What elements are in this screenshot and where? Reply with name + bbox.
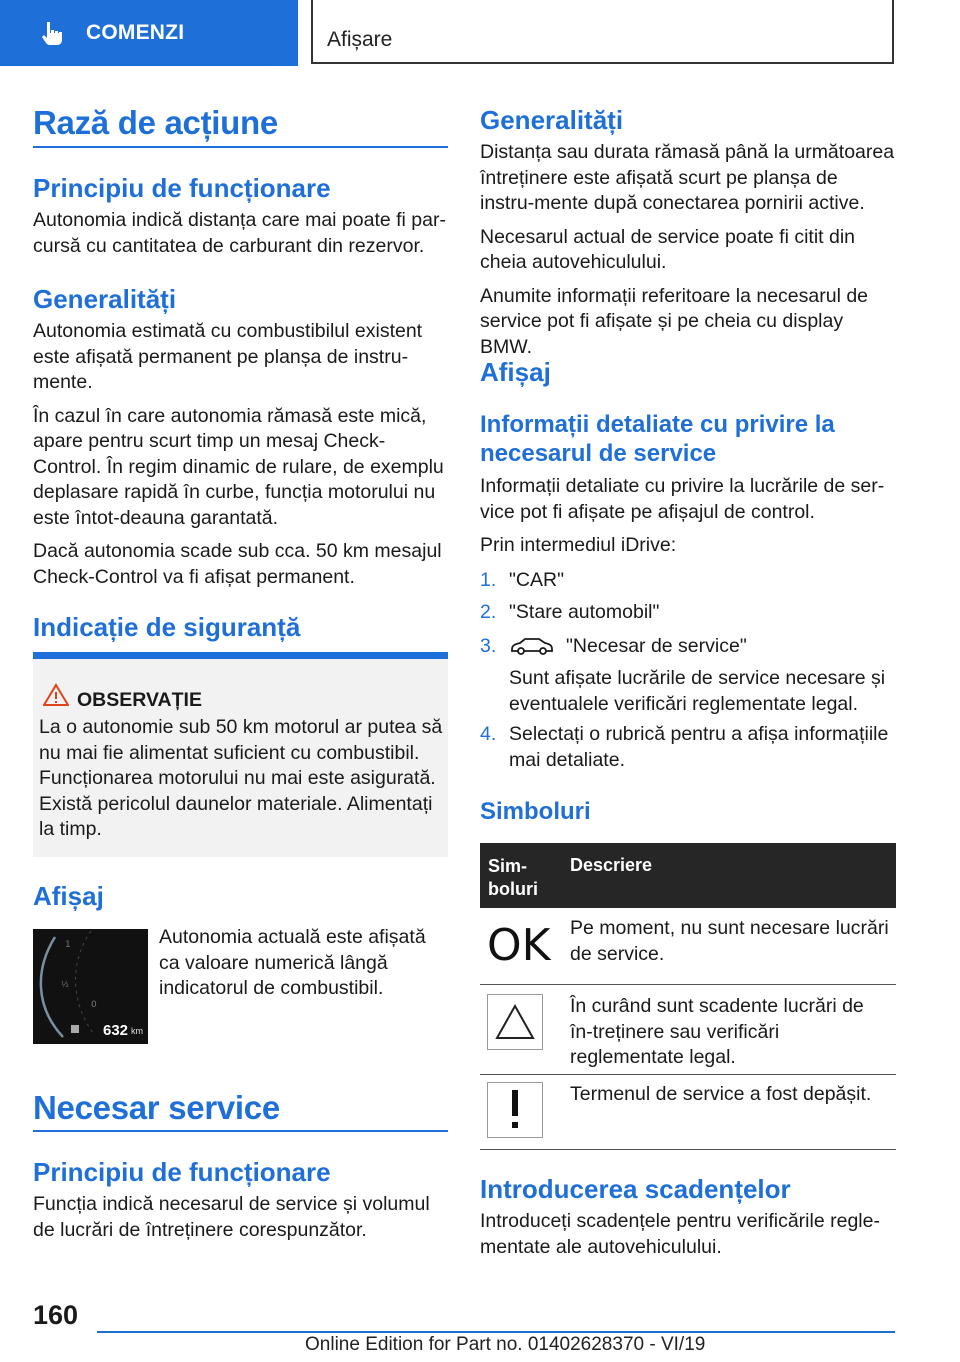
note-text: La o autonomie sub 50 km motorul ar putea să nu mai fie alimentat suficient cu combustibil. Funcționarea motorului nu mai este asigurată. Există pericolul daunelor materiale. Alimentați la timp. (39, 716, 443, 840)
ok-icon: OK (487, 920, 551, 971)
exclamation-icon (487, 1082, 543, 1138)
display-title: Afișaj (33, 881, 104, 911)
section-tab-label: Afișare (327, 28, 393, 51)
table-row (480, 908, 896, 985)
range-rule (33, 146, 448, 148)
cluster-range-unit: km (131, 1026, 143, 1036)
chapter-tab[interactable] (0, 0, 298, 66)
right-general-paragraph: Anumite informații referitoare la necesarul de service pot fi afișate și pe cheia cu display BMW. (480, 284, 869, 358)
safety-title: Indicație de siguranță (33, 612, 301, 642)
general-paragraph: Dacă autonomia scade sub cca. 50 km mesajul Check-Control va fi afișat permanent. (33, 540, 442, 588)
list-number: 2. (480, 601, 497, 623)
general-title: Generalități (33, 284, 177, 314)
svg-text:1: 1 (65, 940, 71, 950)
idrive-text: Prin intermediul iDrive: (480, 534, 677, 556)
table-cell-description: Termenul de service a fost depășit. (570, 1083, 872, 1105)
symbols-table-header (480, 843, 896, 908)
principle-text: Autonomia indică distanța care mai poate fi par-cursă cu cantitatea de carburant din rezervor. (33, 209, 446, 257)
service-title: Necesar service (33, 1089, 280, 1126)
note-title: OBSERVAȚIE (77, 689, 202, 711)
svg-text:0: 0 (91, 1000, 97, 1010)
list-number: 1. (480, 569, 497, 591)
principle-title: Principiu de funcționare (33, 173, 331, 203)
cluster-range-value: 632 (103, 1022, 129, 1039)
table-cell-description: În curând sunt scadente lucrări de în-treținere sau verificări reglementate legal. (570, 995, 864, 1068)
table-row (480, 984, 896, 1075)
range-heading (33, 103, 448, 143)
table-cell-description: Pe moment, nu sunt necesare lucrări de service. (570, 917, 889, 965)
list-number: 3. (480, 635, 497, 657)
display-text: Autonomia actuală este afișată ca valoare numerică lângă indicatorul de combustibil. (159, 926, 426, 999)
edition-text: Online Edition for Part no. 01402628370 - VI/19 (305, 1334, 706, 1355)
right-general-paragraph: Distanța sau durata rămasă până la următoarea întreținere este afișată scurt pe planșa de instru-mente după conectarea pornirii active. (480, 141, 895, 214)
right-general-title: Generalități (480, 105, 624, 135)
table-header-symbols: Sim-boluri (488, 856, 538, 899)
chapter-tab-label: COMENZI (86, 21, 185, 44)
service-principle-title: Principiu de funcționare (33, 1157, 331, 1187)
section-tab[interactable] (311, 0, 894, 64)
detail-text: Informații detaliate cu privire la lucrările de ser-vice pot fi afișate pe afișajul de control. (480, 475, 885, 523)
hand-pointer-icon (38, 19, 66, 47)
warning-triangle-icon (487, 994, 543, 1050)
footer-rule (97, 1331, 895, 1333)
warning-icon (43, 683, 69, 707)
service-rule (33, 1130, 448, 1132)
right-display-title: Afișaj (480, 357, 551, 387)
detail-title: Informații detaliate cu privire la necesarul de service (480, 411, 835, 467)
warning-note (33, 652, 448, 857)
symbols-title: Simboluri (480, 798, 591, 825)
list-text: Selectați o rubrică pentru a afișa informațiile mai detaliate. (509, 723, 889, 771)
deadlines-title: Introducerea scadențelor (480, 1174, 791, 1204)
list-subtext: Sunt afișate lucrările de service necesare și eventualele verificări reglementate legal. (509, 667, 886, 715)
svg-text:½: ½ (61, 980, 69, 989)
table-header-description: Descriere (570, 855, 653, 875)
general-paragraph: Autonomia estimată cu combustibilul existent este afișată permanent pe planșa de instru-mente. (33, 320, 423, 393)
page-number: 160 (33, 1300, 79, 1330)
table-row (480, 1074, 896, 1150)
right-general-paragraph: Necesarul actual de service poate fi citit din cheia autovehiculului. (480, 225, 856, 273)
deadlines-text: Introduceți scadențele pentru verificările regle-mentate ale autovehiculului. (480, 1210, 880, 1258)
range-title: Rază de acțiune (33, 104, 278, 141)
instrument-cluster-image (33, 929, 148, 1044)
list-text: "Necesar de service" (566, 635, 747, 657)
list-text: "CAR" (509, 569, 565, 591)
general-paragraph: În cazul în care autonomia rămasă este mică, apare pentru scurt timp un mesaj Check-Control. În regim dinamic de rulare, de exemplu deplasare rapidă în curbe, funcția motorului nu este întot-deauna garantată. (33, 404, 444, 529)
service-principle-text: Funcția indică necesarul de service și volumul de lucrări de întreținere corespunzător. (33, 1193, 430, 1241)
list-number: 4. (480, 723, 497, 745)
car-icon (509, 636, 555, 656)
list-text: "Stare automobil" (509, 601, 660, 623)
